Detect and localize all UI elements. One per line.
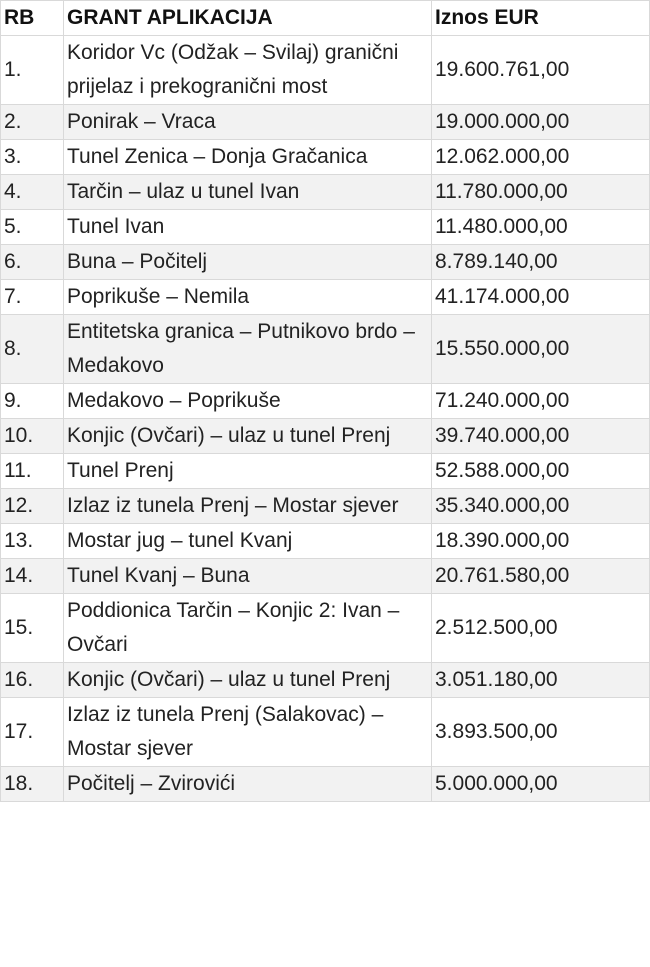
grant-application-name: Entitetska granica – Putnikovo brdo – Medakovo — [64, 315, 432, 384]
row-number: 9. — [1, 384, 64, 419]
header-rb: RB — [1, 1, 64, 36]
amount-eur: 3.893.500,00 — [432, 698, 650, 767]
table-row — [1, 524, 650, 559]
row-number: 14. — [1, 559, 64, 594]
table-row — [1, 105, 650, 140]
grant-application-name: Tunel Prenj — [64, 454, 432, 489]
amount-eur: 39.740.000,00 — [432, 419, 650, 454]
table-row — [1, 245, 650, 280]
amount-eur: 12.062.000,00 — [432, 140, 650, 175]
amount-eur: 18.390.000,00 — [432, 524, 650, 559]
header-row — [1, 1, 650, 36]
amount-eur: 20.761.580,00 — [432, 559, 650, 594]
amount-eur: 52.588.000,00 — [432, 454, 650, 489]
grant-application-name: Poprikuše – Nemila — [64, 280, 432, 315]
row-number: 16. — [1, 663, 64, 698]
row-number: 10. — [1, 419, 64, 454]
table-row — [1, 140, 650, 175]
table-header — [1, 1, 650, 36]
table-row — [1, 559, 650, 594]
amount-eur: 8.789.140,00 — [432, 245, 650, 280]
table-body — [1, 36, 650, 802]
table-row — [1, 280, 650, 315]
amount-eur: 41.174.000,00 — [432, 280, 650, 315]
grant-application-name: Medakovo – Poprikuše — [64, 384, 432, 419]
row-number: 18. — [1, 767, 64, 802]
table-row — [1, 767, 650, 802]
grant-application-name: Tunel Kvanj – Buna — [64, 559, 432, 594]
grant-application-name: Koridor Vc (Odžak – Svilaj) granični prijelaz i prekogranični most — [64, 36, 432, 105]
amount-eur: 2.512.500,00 — [432, 594, 650, 663]
grant-application-name: Tarčin – ulaz u tunel Ivan — [64, 175, 432, 210]
amount-eur: 19.000.000,00 — [432, 105, 650, 140]
row-number: 7. — [1, 280, 64, 315]
table-row — [1, 663, 650, 698]
amount-eur: 71.240.000,00 — [432, 384, 650, 419]
row-number: 13. — [1, 524, 64, 559]
row-number: 1. — [1, 36, 64, 105]
grant-application-name: Ponirak – Vraca — [64, 105, 432, 140]
row-number: 11. — [1, 454, 64, 489]
amount-eur: 3.051.180,00 — [432, 663, 650, 698]
grant-application-name: Izlaz iz tunela Prenj – Mostar sjever — [64, 489, 432, 524]
row-number: 17. — [1, 698, 64, 767]
row-number: 12. — [1, 489, 64, 524]
grant-application-name: Konjic (Ovčari) – ulaz u tunel Prenj — [64, 663, 432, 698]
grant-application-name: Mostar jug – tunel Kvanj — [64, 524, 432, 559]
amount-eur: 11.480.000,00 — [432, 210, 650, 245]
row-number: 5. — [1, 210, 64, 245]
grant-application-name: Buna – Počitelj — [64, 245, 432, 280]
amount-eur: 11.780.000,00 — [432, 175, 650, 210]
row-number: 8. — [1, 315, 64, 384]
amount-eur: 15.550.000,00 — [432, 315, 650, 384]
grant-application-name: Izlaz iz tunela Prenj (Salakovac) – Mostar sjever — [64, 698, 432, 767]
header-grant-application: GRANT APLIKACIJA — [64, 1, 432, 36]
row-number: 4. — [1, 175, 64, 210]
grant-application-name: Tunel Zenica – Donja Gračanica — [64, 140, 432, 175]
row-number: 6. — [1, 245, 64, 280]
row-number: 2. — [1, 105, 64, 140]
table-row — [1, 489, 650, 524]
grant-application-name: Tunel Ivan — [64, 210, 432, 245]
grant-application-name: Poddionica Tarčin – Konjic 2: Ivan – Ovčari — [64, 594, 432, 663]
amount-eur: 35.340.000,00 — [432, 489, 650, 524]
table-row — [1, 384, 650, 419]
row-number: 15. — [1, 594, 64, 663]
table-row — [1, 36, 650, 105]
grant-application-name: Počitelj – Zvirovići — [64, 767, 432, 802]
table-row — [1, 594, 650, 663]
table-row — [1, 454, 650, 489]
grant-application-name: Konjic (Ovčari) – ulaz u tunel Prenj — [64, 419, 432, 454]
table-row — [1, 698, 650, 767]
row-number: 3. — [1, 140, 64, 175]
amount-eur: 19.600.761,00 — [432, 36, 650, 105]
header-amount-eur: Iznos EUR — [432, 1, 650, 36]
table-row — [1, 175, 650, 210]
table-row — [1, 210, 650, 245]
amount-eur: 5.000.000,00 — [432, 767, 650, 802]
table-row — [1, 419, 650, 454]
table-row — [1, 315, 650, 384]
